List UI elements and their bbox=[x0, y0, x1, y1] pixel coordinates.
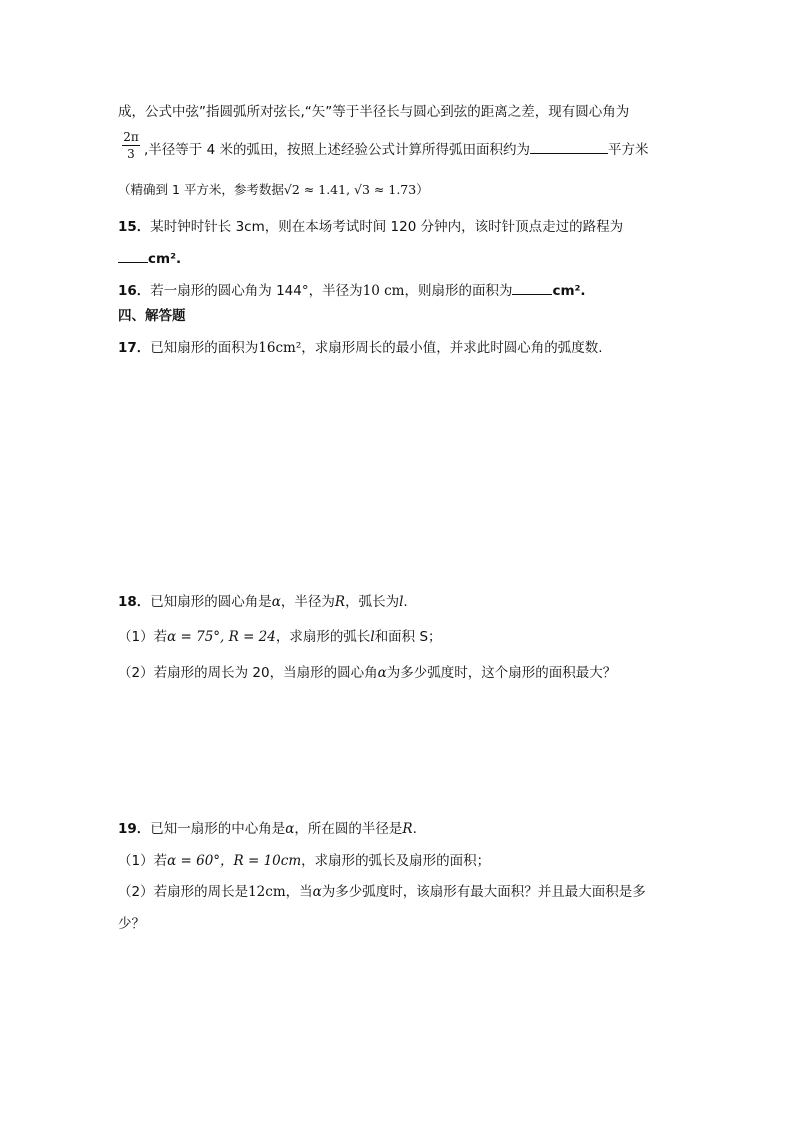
q19-part2-perimeter: 12cm bbox=[248, 884, 286, 900]
q18-stem-d: . bbox=[403, 594, 408, 610]
q19-part2-alpha: α bbox=[312, 884, 322, 900]
q14-line2-unit: 平方米 bbox=[607, 142, 649, 158]
q16-text-b: ，则扇形的面积为 bbox=[404, 283, 513, 299]
q19-radius-symbol: R bbox=[402, 821, 413, 837]
q19-stem-a: 已知一扇形的中心角是 bbox=[150, 821, 286, 837]
q14-line3-text-b: ） bbox=[416, 182, 429, 197]
q18-part2 bbox=[118, 663, 616, 683]
q19-stem-b: ，所在圆的半径是 bbox=[294, 821, 403, 837]
q18-stem-b: ，半径为 bbox=[280, 594, 335, 610]
q19-part1-math: α = 60°，R = 10cm bbox=[167, 853, 302, 869]
q14-line3 bbox=[118, 180, 429, 200]
q15-line1 bbox=[118, 217, 623, 237]
q14-line2-text: ,半径等于 4 米的弧田，按照上述经验公式计算所得弧田面积约为 bbox=[144, 142, 530, 158]
q19-part2-label: （2） bbox=[118, 884, 154, 900]
q14-line3-text-a: （精确到 1 平方米，参考数据 bbox=[118, 182, 284, 197]
q19-part1-label: （1） bbox=[118, 853, 154, 869]
q16-answer-blank bbox=[512, 280, 552, 295]
q18-part2-a: 若扇形的周长为 20，当扇形的圆心角 bbox=[153, 665, 378, 681]
q19-alpha: α bbox=[285, 821, 295, 837]
q18-part1-b: ，求扇形的弧长 bbox=[275, 629, 371, 645]
q19-part2-b: ，当 bbox=[285, 884, 313, 900]
q19-part1-a: 若 bbox=[153, 853, 168, 869]
q19-stem bbox=[118, 819, 417, 839]
q15-answer-blank bbox=[118, 248, 148, 263]
q14-fraction-denominator: 3 bbox=[127, 147, 135, 161]
q17-text-b: ，求扇形周长的最小值，并求此时圆心角的弧度数. bbox=[301, 340, 603, 356]
q14-answer-blank bbox=[530, 139, 608, 154]
q16-text-a: 若一扇形的圆心角为 144°，半径为 bbox=[150, 283, 363, 299]
q19-part2-line2: 少？ bbox=[118, 916, 145, 932]
q14-reference-data: √2 ≈ 1.41, √3 ≈ 1.73 bbox=[283, 182, 417, 197]
q18-radius-symbol: R bbox=[334, 594, 346, 610]
q16-line bbox=[118, 280, 586, 301]
q19-part2 bbox=[118, 882, 646, 902]
q18-part1-l: l bbox=[370, 629, 375, 645]
q18-part2-b: 为多少弧度时，这个扇形的面积最大？ bbox=[386, 665, 617, 681]
q18-stem bbox=[118, 592, 408, 612]
q18-part1-label: （1） bbox=[118, 629, 154, 645]
section-title: 四、解答题 bbox=[118, 308, 186, 324]
q15-unit: cm². bbox=[148, 251, 182, 267]
q15-number: 15． bbox=[118, 219, 151, 235]
q18-stem-c: ，弧长为 bbox=[345, 594, 400, 610]
q18-part1-a: 若 bbox=[153, 629, 168, 645]
q16-number: 16． bbox=[118, 283, 151, 299]
q17-number: 17． bbox=[118, 340, 151, 356]
q18-alpha: α bbox=[271, 594, 281, 610]
q17-line bbox=[118, 338, 603, 358]
q15-text: 某时钟时针长 3cm，则在本场考试时间 120 分钟内，该时针顶点走过的路程为 bbox=[150, 219, 624, 235]
q18-part2-alpha: α bbox=[377, 665, 387, 681]
q17-area: 16cm² bbox=[258, 340, 302, 356]
q19-part2-a: 若扇形的周长是 bbox=[153, 884, 249, 900]
q19-stem-c: . bbox=[412, 821, 417, 837]
q18-part1 bbox=[118, 627, 442, 647]
q18-part2-label: （2） bbox=[118, 665, 154, 681]
q18-part1-c: 和面积 S； bbox=[374, 629, 442, 645]
q18-arc-symbol: l bbox=[399, 594, 404, 610]
q14-line2 bbox=[144, 139, 648, 160]
q14-line1-text: 成，公式中弦”指圆弧所对弦长,“矢”等于半径长与圆心到弦的距离之差，现有圆心角为 bbox=[118, 104, 630, 120]
q18-part1-math: α = 75°, R = 24 bbox=[167, 629, 276, 645]
q19-part1-b: ，求扇形的弧长及扇形的面积； bbox=[301, 853, 491, 869]
q18-stem-a: 已知扇形的圆心角是 bbox=[150, 594, 272, 610]
q17-text-a: 已知扇形的面积为 bbox=[150, 340, 259, 356]
q14-fraction bbox=[122, 130, 140, 161]
q19-number: 19． bbox=[118, 821, 151, 837]
q14-line1 bbox=[118, 102, 629, 122]
q19-part2-c: 为多少弧度时，该扇形有最大面积？并且最大面积是多 bbox=[321, 884, 646, 900]
q14-fraction-numerator: 2π bbox=[123, 130, 139, 144]
q19-part1 bbox=[118, 851, 490, 871]
q15-line2 bbox=[118, 248, 181, 269]
q16-unit: cm². bbox=[552, 283, 586, 299]
q16-radius: 10 cm bbox=[362, 283, 405, 299]
q18-number: 18． bbox=[118, 594, 151, 610]
